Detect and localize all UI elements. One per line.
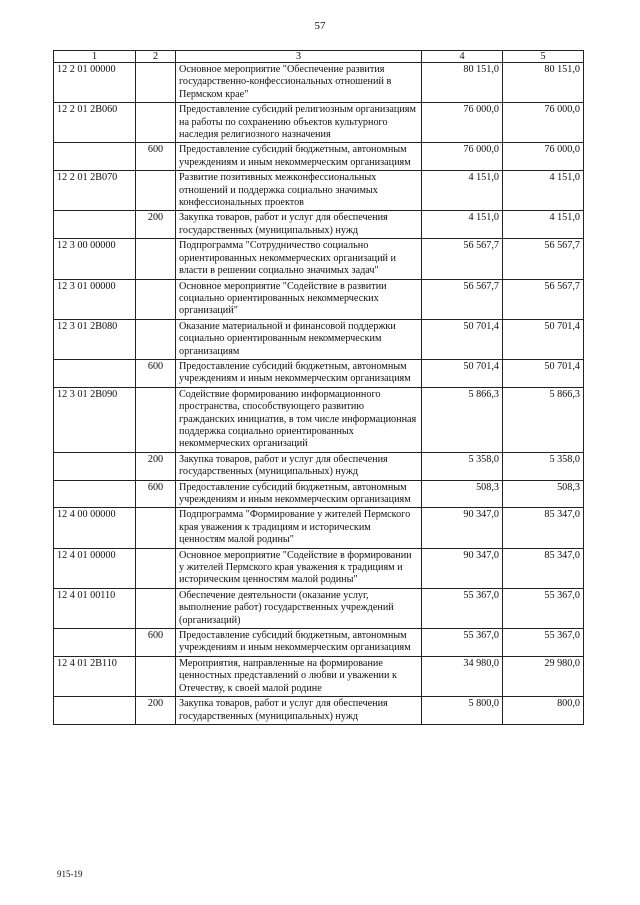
table-row: [54, 211, 584, 239]
cell-expense-type: [136, 508, 176, 548]
cell-value-col5: 4 151,0: [503, 171, 584, 211]
cell-value-col5: 85 347,0: [503, 548, 584, 588]
cell-value-col5: 55 367,0: [503, 629, 584, 657]
budget-table: [53, 50, 584, 725]
cell-expense-type: [136, 63, 176, 103]
cell-value-col4: 90 347,0: [422, 508, 503, 548]
cell-value-col5: 76 000,0: [503, 143, 584, 171]
table-row: [54, 279, 584, 319]
cell-value-col4: 76 000,0: [422, 103, 503, 143]
table-row: [54, 103, 584, 143]
cell-name: Обеспечение деятельности (оказание услуг, выполнение работ) государственных учреждений (организаций): [176, 588, 422, 628]
cell-code: 12 3 01 00000: [54, 279, 136, 319]
cell-expense-type: [136, 548, 176, 588]
cell-code: 12 2 01 2В060: [54, 103, 136, 143]
table-row: [54, 387, 584, 452]
cell-value-col5: 56 567,7: [503, 239, 584, 279]
cell-expense-type: [136, 279, 176, 319]
cell-value-col4: 34 980,0: [422, 656, 503, 696]
cell-value-col4: 50 701,4: [422, 319, 503, 359]
page-number: 57: [314, 20, 326, 32]
cell-code: 12 2 01 2В070: [54, 171, 136, 211]
table-row: [54, 319, 584, 359]
cell-name: Развитие позитивных межконфессиональных отношений и поддержка социально значимых конфессиональных проектов: [176, 171, 422, 211]
cell-value-col5: 56 567,7: [503, 279, 584, 319]
table-row: [54, 480, 584, 508]
cell-name: Предоставление субсидий бюджетным, автономным учреждениям и иным некоммерческим организациям: [176, 480, 422, 508]
cell-value-col5: 4 151,0: [503, 211, 584, 239]
cell-code: [54, 143, 136, 171]
cell-name: Закупка товаров, работ и услуг для обеспечения государственных (муниципальных) нужд: [176, 211, 422, 239]
cell-value-col4: 50 701,4: [422, 359, 503, 387]
cell-value-col4: 90 347,0: [422, 548, 503, 588]
table-header-row: [54, 51, 584, 63]
table-row: [54, 697, 584, 725]
cell-code: 12 4 01 2В110: [54, 656, 136, 696]
cell-value-col4: 76 000,0: [422, 143, 503, 171]
cell-value-col4: 56 567,7: [422, 239, 503, 279]
cell-value-col5: 80 151,0: [503, 63, 584, 103]
cell-expense-type: [136, 387, 176, 452]
cell-value-col4: 5 358,0: [422, 452, 503, 480]
cell-code: [54, 359, 136, 387]
cell-name: Подпрограмма "Формирование у жителей Пермского края уважения к традициям и историческим ценностям малой родины": [176, 508, 422, 548]
cell-expense-type: 200: [136, 211, 176, 239]
footer-code: 915-19: [57, 869, 83, 879]
cell-expense-type: 600: [136, 359, 176, 387]
cell-value-col5: 50 701,4: [503, 359, 584, 387]
cell-value-col5: 85 347,0: [503, 508, 584, 548]
table-body: [54, 63, 584, 725]
cell-expense-type: 600: [136, 629, 176, 657]
cell-expense-type: 600: [136, 480, 176, 508]
column-header: 3: [176, 51, 422, 63]
table-row: [54, 656, 584, 696]
cell-value-col5: 5 358,0: [503, 452, 584, 480]
cell-value-col4: 55 367,0: [422, 588, 503, 628]
cell-name: Основное мероприятие "Содействие в формировании у жителей Пермского края уважения к традициям и историческим ценностям малой родины": [176, 548, 422, 588]
cell-expense-type: [136, 588, 176, 628]
table-row: [54, 359, 584, 387]
cell-value-col5: 50 701,4: [503, 319, 584, 359]
cell-name: Предоставление субсидий бюджетным, автономным учреждениям и иным некоммерческим организациям: [176, 143, 422, 171]
column-header: 1: [54, 51, 136, 63]
cell-value-col5: 29 980,0: [503, 656, 584, 696]
cell-code: 12 4 01 00000: [54, 548, 136, 588]
cell-value-col5: 55 367,0: [503, 588, 584, 628]
table-row: [54, 239, 584, 279]
cell-expense-type: 200: [136, 697, 176, 725]
cell-value-col4: 508,3: [422, 480, 503, 508]
cell-name: Подпрограмма "Сотрудничество социально ориентированных некоммерческих организаций и власти в решении социально значимых задач": [176, 239, 422, 279]
cell-code: [54, 480, 136, 508]
table-row: [54, 629, 584, 657]
cell-value-col4: 5 800,0: [422, 697, 503, 725]
cell-expense-type: [136, 656, 176, 696]
table-row: [54, 508, 584, 548]
cell-code: 12 3 01 2В090: [54, 387, 136, 452]
cell-name: Оказание материальной и финансовой поддержки социально ориентированным некоммерческим организациям: [176, 319, 422, 359]
table-row: [54, 588, 584, 628]
table-row: [54, 548, 584, 588]
cell-value-col5: 76 000,0: [503, 103, 584, 143]
table-row: [54, 171, 584, 211]
column-header: 4: [422, 51, 503, 63]
cell-value-col4: 4 151,0: [422, 171, 503, 211]
cell-code: 12 3 01 2В080: [54, 319, 136, 359]
cell-name: Закупка товаров, работ и услуг для обеспечения государственных (муниципальных) нужд: [176, 452, 422, 480]
cell-value-col4: 4 151,0: [422, 211, 503, 239]
cell-expense-type: [136, 319, 176, 359]
cell-name: Содействие формированию информационного пространства, способствующего развитию гражданских инициатив, в том числе информационная поддержка социально ориентированных некоммерческих организаций: [176, 387, 422, 452]
cell-value-col5: 800,0: [503, 697, 584, 725]
cell-name: Мероприятия, направленные на формирование ценностных представлений о любви и уважении к Отечеству, к своей малой родине: [176, 656, 422, 696]
cell-value-col4: 55 367,0: [422, 629, 503, 657]
cell-name: Основное мероприятие "Содействие в развитии социально ориентированных некоммерческих организаций": [176, 279, 422, 319]
cell-code: 12 4 01 00110: [54, 588, 136, 628]
cell-name: Закупка товаров, работ и услуг для обеспечения государственных (муниципальных) нужд: [176, 697, 422, 725]
table-row: [54, 452, 584, 480]
cell-name: Предоставление субсидий бюджетным, автономным учреждениям и иным некоммерческим организациям: [176, 629, 422, 657]
cell-value-col4: 80 151,0: [422, 63, 503, 103]
cell-code: [54, 629, 136, 657]
table-row: [54, 143, 584, 171]
cell-code: 12 3 00 00000: [54, 239, 136, 279]
cell-code: 12 2 01 00000: [54, 63, 136, 103]
cell-value-col4: 56 567,7: [422, 279, 503, 319]
cell-expense-type: [136, 239, 176, 279]
cell-code: [54, 211, 136, 239]
cell-expense-type: 600: [136, 143, 176, 171]
cell-value-col5: 5 866,3: [503, 387, 584, 452]
cell-code: [54, 452, 136, 480]
column-header: 2: [136, 51, 176, 63]
cell-value-col4: 5 866,3: [422, 387, 503, 452]
column-header: 5: [503, 51, 584, 63]
cell-code: 12 4 00 00000: [54, 508, 136, 548]
cell-value-col5: 508,3: [503, 480, 584, 508]
table-row: [54, 63, 584, 103]
cell-expense-type: [136, 171, 176, 211]
cell-expense-type: [136, 103, 176, 143]
cell-name: Основное мероприятие "Обеспечение развития государственно-конфессиональных отношений в Пермском крае": [176, 63, 422, 103]
cell-code: [54, 697, 136, 725]
cell-name: Предоставление субсидий религиозным организациям на работы по сохранению объектов культурного наследия религиозного назначения: [176, 103, 422, 143]
cell-expense-type: 200: [136, 452, 176, 480]
cell-name: Предоставление субсидий бюджетным, автономным учреждениям и иным некоммерческим организациям: [176, 359, 422, 387]
